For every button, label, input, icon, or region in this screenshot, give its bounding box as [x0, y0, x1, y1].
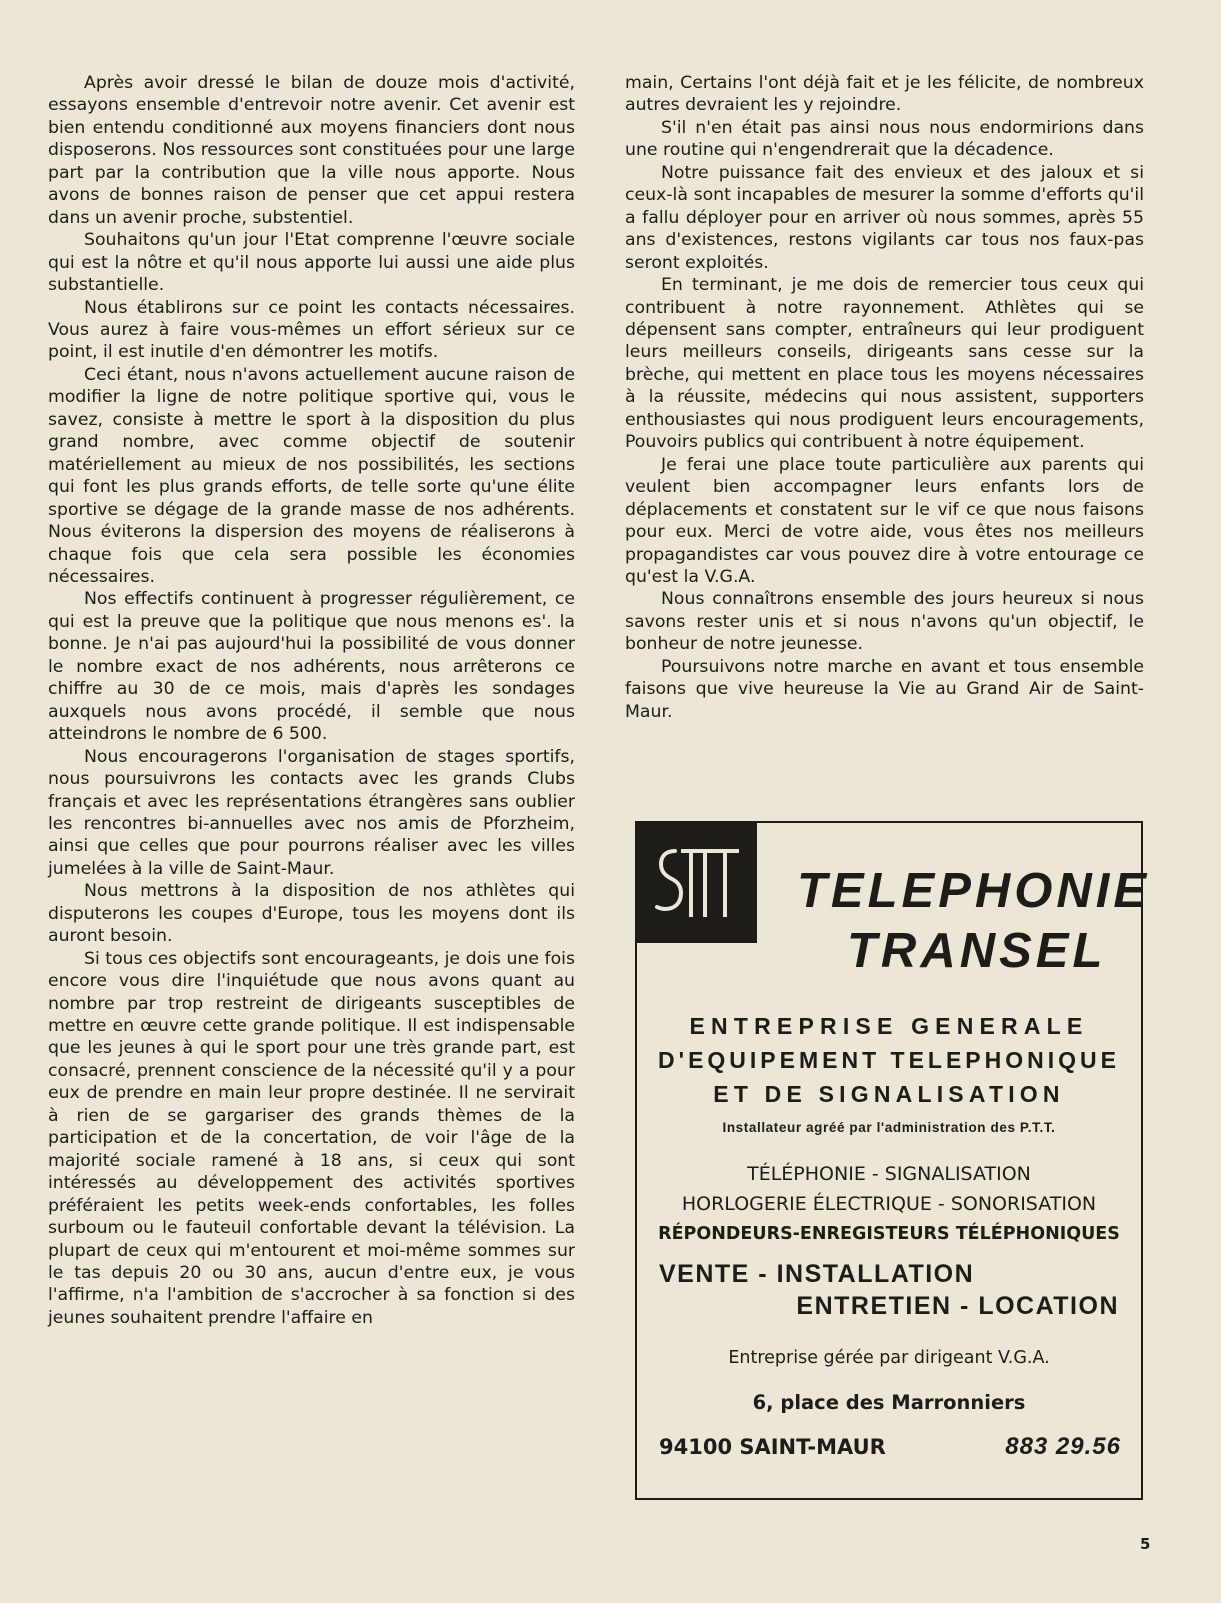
paragraph: Poursuivons notre marche en avant et tous ensemble faisons que vive heureuse la Vie au Grand Air de Saint-Maur. — [625, 656, 1144, 722]
street-address: 6, place des Marronniers — [752, 1391, 1026, 1414]
paragraph: main, Certains l'ont déjà fait et je les félicite, de nombreux autres devraient les y rejoindre. — [625, 73, 1144, 116]
telephonie-transel-advertisement — [635, 821, 1151, 1500]
brand-line-2: TRANSEL — [847, 924, 1107, 978]
paragraph: Si tous ces objectifs sont encourageants, je dois une fois encore vous dire l'inquiétude que nous avons quant au nombre par trop restreint de dirigeants susceptibles de mettre en œuvre cette grande politique. Il est indispensable que les jeunes à qui le sport pour une très grande part, est consacré, prennent conscience de la nécessité qu'il y a pour eux de prendre en main leur propre destinée. Il ne servirait à rien de se gargariser des grands thèmes de la participation et de la concertation, de voir l'âge de la majorité sociale ramené à 18 ans, si ceux qui sont intéressés au développement des activités sportives préféraient les petits week-ends confortables, les folles surboum ou le fauteuil confortable devant la télévision. La plupart de ceux qui m'entourent et moi-même sommes sur le tas depuis 20 ou 30 ans, aucun d'entre eux, je vous l'affirme, n'a l'ambition de s'accrocher à sa fonction si des jeunes souhaitent prendre l'affaire en — [48, 948, 575, 1328]
headline-line: ET DE SIGNALISATION — [713, 1081, 1065, 1107]
right-column — [625, 72, 1144, 723]
brand-line-1: TELEPHONIE — [797, 864, 1151, 918]
service-line: HORLOGERIE ÉLECTRIQUE - SONORISATION — [681, 1193, 1097, 1215]
stt-logo-mark — [635, 821, 757, 943]
headline-line: ENTREPRISE GENERALE — [689, 1013, 1089, 1039]
paragraph: Après avoir dressé le bilan de douze mois d'activité, essayons ensemble d'entrevoir notre avenir. Cet avenir est bien entendu conditionné aux moyens financiers dont nous disposerons. Nos ressources sont constituées pour une large part par la contribution que la ville nous apporte. Nous avons de bonnes raison de penser que cet appui restera dans un avenir proche, substentiel. — [48, 73, 575, 228]
managed-by: Entreprise gérée par dirigeant V.G.A. — [728, 1348, 1050, 1368]
city: 94100 SAINT-MAUR — [659, 1435, 886, 1459]
paragraph: Souhaitons qu'un jour l'Etat comprenne l'œuvre sociale qui est la nôtre et qu'il nous apporte lui aussi une aide plus substantielle. — [48, 230, 575, 296]
sales-line-2: ENTRETIEN - LOCATION — [796, 1292, 1119, 1320]
left-column — [48, 72, 575, 1329]
paragraph: S'il n'en était pas ainsi nous nous endormirions dans une routine qui n'engendrerait que la décadence. — [625, 117, 1144, 161]
sales-offer — [659, 1258, 1119, 1322]
paragraph: Nous encouragerons l'organisation de stages sportifs, nous poursuivrons les contacts avec les grands Clubs français et avec les représentations étrangères sans oublier les rencontres bi-annuelles avec nos amis de Pforzheim, ainsi que celles que pour pourrons réaliser avec les villes jumelées à la ville de Saint-Maur. — [48, 746, 575, 879]
service-line: TÉLÉPHONIE - SIGNALISATION — [747, 1163, 1031, 1185]
stt-logo — [635, 821, 757, 943]
ptt-approval: Installateur agréé par l'administration des P.T.T. — [722, 1120, 1056, 1135]
headline-line: D'EQUIPEMENT TELEPHONIQUE — [657, 1047, 1120, 1073]
phone-number: 883 29.56 — [1005, 1433, 1121, 1460]
page-number: 5 — [1140, 1535, 1151, 1553]
ad-headline — [637, 1009, 1141, 1111]
paragraph: Ceci étant, nous n'avons actuellement aucune raison de modifier la ligne de notre politique sportive qui, vous le savez, consiste à mettre le sport à la disposition du plus grand nombre, avec comme objectif de soutenir matériellement au mieux de nos possibilités, les sections qui font les plus grands efforts, de telle sorte qu'une élite sportive se dégage de la grande masse de nos adhérents. Nous éviterons la dispersion des moyens de réaliserons à chaque fois que cela sera possible les économies nécessaires. — [48, 364, 575, 587]
paragraph: Nous mettrons à la disposition de nos athlètes qui disputerons les coupes d'Europe, tous les moyens dont ils auront besoin. — [48, 881, 575, 947]
service-line: RÉPONDEURS-ENREGISTEURS TÉLÉPHONIQUES — [658, 1224, 1120, 1244]
brand-name — [797, 861, 1151, 981]
services-list — [637, 1159, 1141, 1249]
sales-line-1: VENTE - INSTALLATION — [659, 1260, 975, 1288]
paragraph: Nos effectifs continuent à progresser régulièrement, ce qui est la preuve que la politique que nous menons es'. la bonne. Je n'ai pas aujourd'hui la possibilité de vous donner le nombre exact de nos adhérents, nous arrêterons ce chiffre au 30 de ce mois, mais d'après les sondages auxquels nous avons procédé, il semble que nous atteindrons le nombre de 6 500. — [48, 589, 575, 745]
paragraph: Nous établirons sur ce point les contacts nécessaires. Vous aurez à faire vous-mêmes un effort sérieux sur ce point, il est inutile d'en démontrer les motifs. — [48, 297, 575, 363]
paragraph: Je ferai une place toute particulière aux parents qui veulent bien accompagner leurs enfants lors de déplacements et constatent sur le vif ce que nous faisons pour eux. Merci de votre aide, vous êtes nos meilleurs propagandistes car vous pouvez dire à votre entourage ce qu'est la V.G.A. — [625, 454, 1144, 587]
paragraph: En terminant, je me dois de remercier tous ceux qui contribuent à notre rayonnement. Athlètes qui se dépensent sans compter, entraîneurs qui leur prodiguent leurs meilleurs conseils, dirigeants sans cesse sur la brèche, qui mettent en place tous les moyens nécessaires à la réussite, médecins qui nous assistent, supporters enthousiastes qui nous prodiguent leurs encouragements, Pouvoirs publics qui contribuent à notre équipement. — [625, 275, 1144, 453]
paragraph: Nous connaîtrons ensemble des jours heureux si nous savons rester unis et si nous n'avons qu'un objectif, le bonheur de notre jeunesse. — [625, 589, 1144, 655]
city-phone-row — [659, 1433, 1121, 1461]
paragraph: Notre puissance fait des envieux et des jaloux et si ceux-là sont incapables de mesurer la somme d'efforts qu'il a fallu déployer pour en arriver où nous sommes, après 55 ans d'existences, restons vigilants car tous nos faux-pas seront exploités. — [625, 162, 1144, 273]
